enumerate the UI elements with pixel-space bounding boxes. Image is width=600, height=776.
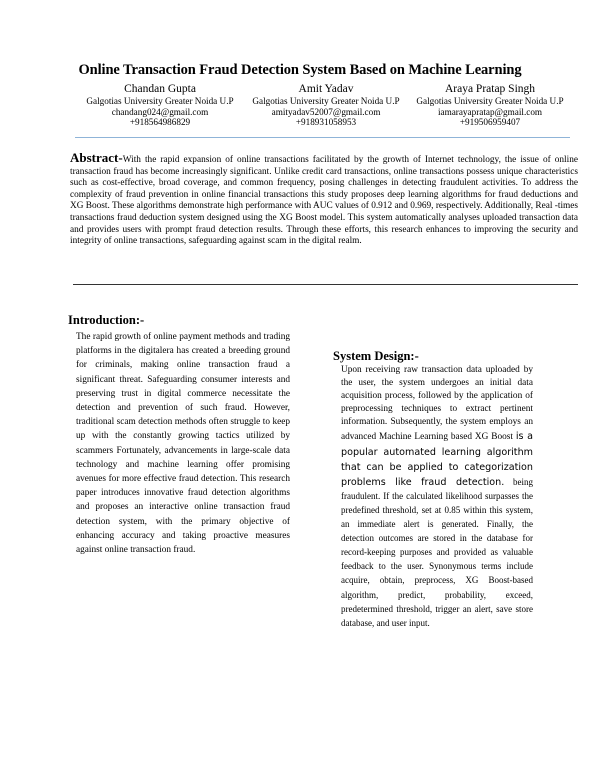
- paper-title: Online Transaction Fraud Detection System Based on Machine Learning: [78, 62, 522, 78]
- abstract-divider: [73, 284, 578, 285]
- author-phone: +918931058953: [295, 117, 357, 128]
- system-design-text: [341, 364, 533, 631]
- author-phone: +918564986829: [129, 117, 191, 128]
- author-name: Amit Yadav: [298, 83, 354, 95]
- author-email: iamarayapratap@gmail.com: [437, 106, 543, 117]
- system-design-text-part1: Upon receiving raw transaction data uploaded by the user, the system undergoes an initial data acquisition process, followed by the application of preprocessing techniques to extract pertinent information. Subsequently, the system employs an advanced Machine Learning based XG Boost: [341, 365, 533, 443]
- header-divider: [75, 137, 570, 138]
- system-design-text-part2: is a popular automated learning algorithm that can be applied to categorization problems like fraud detection.: [341, 431, 534, 488]
- author-name: Araya Pratap Singh: [444, 83, 536, 95]
- system-design-text-part3: being fraudulent. If the calculated likelihood surpasses the predefined threshold, set at 0.85 within this system, an immediate alert is generated. Finally, the detection outcomes are stored in the database for record-keeping purposes and provided as valuable feedback to the user. Synonymous terms include acquire, obtain, preprocess, XG Boost-based algorithm, predict, probability, exceed, predetermined threshold, trigger an alert, save store database, and user input.: [341, 476, 533, 628]
- abstract-text: With the rapid expansion of online transactions facilitated by the growth of Internet technology, the issue of online transaction fraud has become increasingly significant. Unlike credit card transactions, online transactions possess unique characteristics such as cost-effective, broad coverage, and common frequency, posing challenges in detecting fraudulent activities. To address the complexity of fraud prevention in online financial transactions this study proposes deep learning algorithms for fraud deductions and XG Boost. These algorithms demonstrate high performance with AUC values of 0.912 and 0.969, respectively. Additionally, Real -times transactions fraud deduction system designed using the XG Boost model. This system automatically analyses uploaded transaction data and provides users with prompt fraud detection results. Through these efforts, this research enhances to improving the security and integrity of online transactions, safeguarding against scam in the digital realm.: [70, 155, 578, 247]
- introduction-text: The rapid growth of online payment methods and trading platforms in the digitalera has created a breeding ground for criminals, making online transaction fraud a significant threat. Safeguarding consumer interests and preserving trust in digital commerce necessitate the detection and prevention of such fraud. However, traditional scam detection methods often struggle to keep up with the constantly growing tactics utilized by scammers Fortunately, advancements in large-scale data technology and machine learning offer promising avenues for more effective fraud detection. This research paper introduces innovative fraud detection algorithms and proposes an interactive online transaction fraud detection system, with the primary objective of enhancing accuracy and taking proactive measures against online transaction fraud.: [76, 332, 290, 556]
- author-block: [390, 82, 590, 128]
- author-email: chandang024@gmail.com: [111, 106, 209, 117]
- author-name: Chandan Gupta: [124, 83, 196, 95]
- introduction-heading: Introduction:-: [68, 313, 145, 327]
- author-phone: +919506959407: [459, 117, 521, 128]
- author-affiliation: Galgotias University Greater Noida U.P: [416, 96, 564, 106]
- author-affiliation: Galgotias University Greater Noida U.P: [86, 96, 234, 106]
- abstract-label: Abstract-: [70, 150, 123, 165]
- author-email: amityadav52007@gmail.com: [271, 106, 381, 117]
- system-design-heading: System Design:-: [333, 349, 419, 363]
- abstract: [70, 152, 578, 248]
- author-affiliation: Galgotias University Greater Noida U.P: [252, 96, 400, 106]
